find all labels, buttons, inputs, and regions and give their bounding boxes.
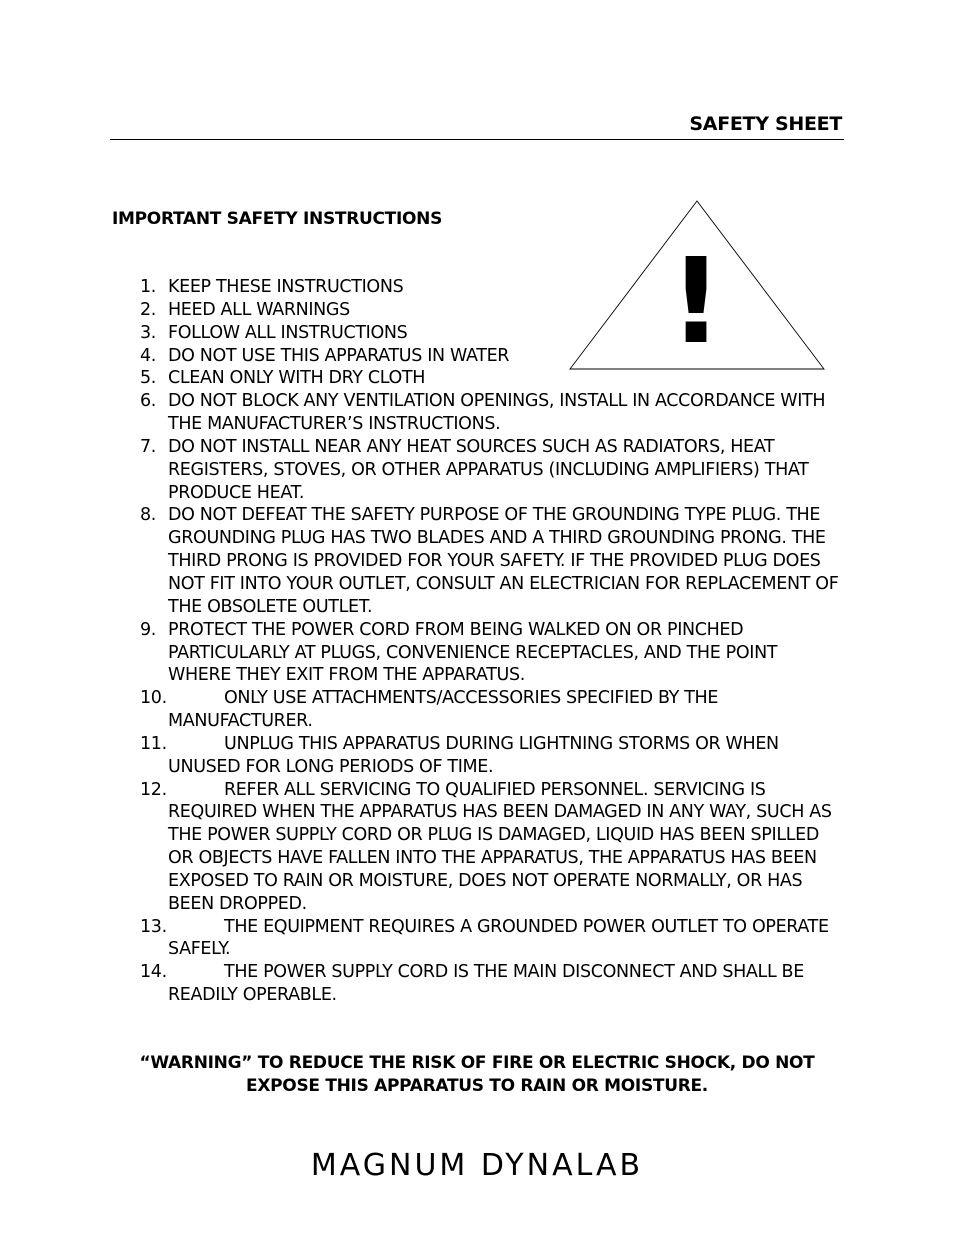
- list-item-text: THE POWER SUPPLY CORD IS THE MAIN DISCONNECT AND SHALL BE READILY OPERABLE.: [168, 962, 804, 1006]
- list-item-text: KEEP THESE INSTRUCTIONS: [168, 277, 404, 297]
- list-item-text: UNPLUG THIS APPARATUS DURING LIGHTNING STORMS OR WHEN UNUSED FOR LONG PERIODS OF TIME.: [168, 733, 779, 777]
- header-divider: [110, 139, 844, 140]
- list-item: [140, 299, 842, 322]
- list-item-text: HEED ALL WARNINGS: [168, 299, 350, 320]
- brand-logo: MAGNUM DYNALAB: [310, 1148, 644, 1183]
- page-title: SAFETY SHEET: [689, 113, 842, 135]
- list-item-number: 6.: [140, 391, 156, 412]
- list-item-number: 12.: [140, 779, 167, 800]
- list-item-number: 2.: [140, 299, 156, 320]
- list-item: [140, 367, 842, 390]
- list-item-text: REFER ALL SERVICING TO QUALIFIED PERSONNEL. SERVICING IS REQUIRED WHEN THE APPARATUS HAS BEEN DAMAGED IN ANY WAY, SUCH AS THE POWER SUPPLY CORD OR PLUG IS DAMAGED, LIQUID HAS BEEN SPILLED OR OBJECTS HAVE FALLEN INTO THE APPARATUS, THE APPARATUS HAS BEEN EXPOSED TO RAIN OR MOISTURE, DOES NOT OPERATE NORMALLY, OR HAS BEEN DROPPED.: [168, 779, 832, 914]
- list-item: [140, 733, 842, 779]
- list-item: [140, 504, 842, 618]
- list-item-number: 4.: [140, 345, 156, 366]
- list-item: [140, 619, 842, 688]
- list-item: [140, 916, 842, 962]
- list-item: [140, 687, 842, 733]
- list-item-number: 1.: [140, 277, 156, 297]
- list-item: [140, 436, 842, 505]
- instruction-list: [140, 276, 842, 1007]
- warning-line-1: “WARNING” TO REDUCE THE RISK OF FIRE OR ELECTRIC SHOCK, DO NOT: [139, 1053, 815, 1073]
- list-item-number: 10.: [140, 688, 167, 709]
- list-item-text: FOLLOW ALL INSTRUCTIONS: [168, 322, 408, 343]
- exclamation-glyph: !: [669, 232, 723, 370]
- list-item-text: DO NOT DEFEAT THE SAFETY PURPOSE OF THE GROUNDING TYPE PLUG. THE GROUNDING PLUG HAS TWO BLADES AND A THIRD GROUNDING PRONG. THE THIRD PRONG IS PROVIDED FOR YOUR SAFETY. IF THE PROVIDED PLUG DOES NOT FIT INTO YOUR OUTLET, CONSULT AN ELECTRICIAN FOR REPLACEMENT OF THE OBSOLETE OUTLET.: [168, 505, 839, 617]
- list-item-text: DO NOT BLOCK ANY VENTILATION OPENINGS, INSTALL IN ACCORDANCE WITH THE MANUFACTURER’S INSTRUCTIONS.: [168, 391, 826, 435]
- list-item-text: DO NOT USE THIS APPARATUS IN WATER: [168, 345, 510, 366]
- list-item-number: 14.: [140, 962, 167, 983]
- list-item-number: 9.: [140, 619, 156, 640]
- list-item-number: 3.: [140, 322, 156, 343]
- list-item-number: 7.: [140, 436, 156, 457]
- list-item: [140, 779, 842, 916]
- list-item-number: 8.: [140, 505, 156, 526]
- warning-line-2: EXPOSE THIS APPARATUS TO RAIN OR MOISTURE.: [246, 1076, 708, 1096]
- list-item-number: 5.: [140, 368, 156, 389]
- list-item: [140, 276, 842, 299]
- list-item: [140, 961, 842, 1007]
- list-item-number: 11.: [140, 733, 167, 754]
- list-item-text: DO NOT INSTALL NEAR ANY HEAT SOURCES SUCH AS RADIATORS, HEAT REGISTERS, STOVES, OR OTHER APPARATUS (INCLUDING AMPLIFIERS) THAT PRODUCE HEAT.: [168, 436, 809, 503]
- list-item-number: 13.: [140, 916, 167, 937]
- list-item: [140, 322, 842, 345]
- list-item-text: CLEAN ONLY WITH DRY CLOTH: [168, 368, 426, 389]
- list-item-text: ONLY USE ATTACHMENTS/ACCESSORIES SPECIFIED BY THE MANUFACTURER.: [168, 688, 719, 732]
- section-heading: IMPORTANT SAFETY INSTRUCTIONS: [112, 209, 443, 229]
- list-item-text: PROTECT THE POWER CORD FROM BEING WALKED ON OR PINCHED PARTICULARLY AT PLUGS, CONVENIENCE RECEPTACLES, AND THE POINT WHERE THEY EXIT FROM THE APPARATUS.: [168, 619, 778, 686]
- list-item: [140, 390, 842, 436]
- list-item-text: THE EQUIPMENT REQUIRES A GROUNDED POWER OUTLET TO OPERATE SAFELY.: [168, 916, 829, 960]
- warning-notice: [112, 1052, 842, 1098]
- list-item: [140, 345, 842, 368]
